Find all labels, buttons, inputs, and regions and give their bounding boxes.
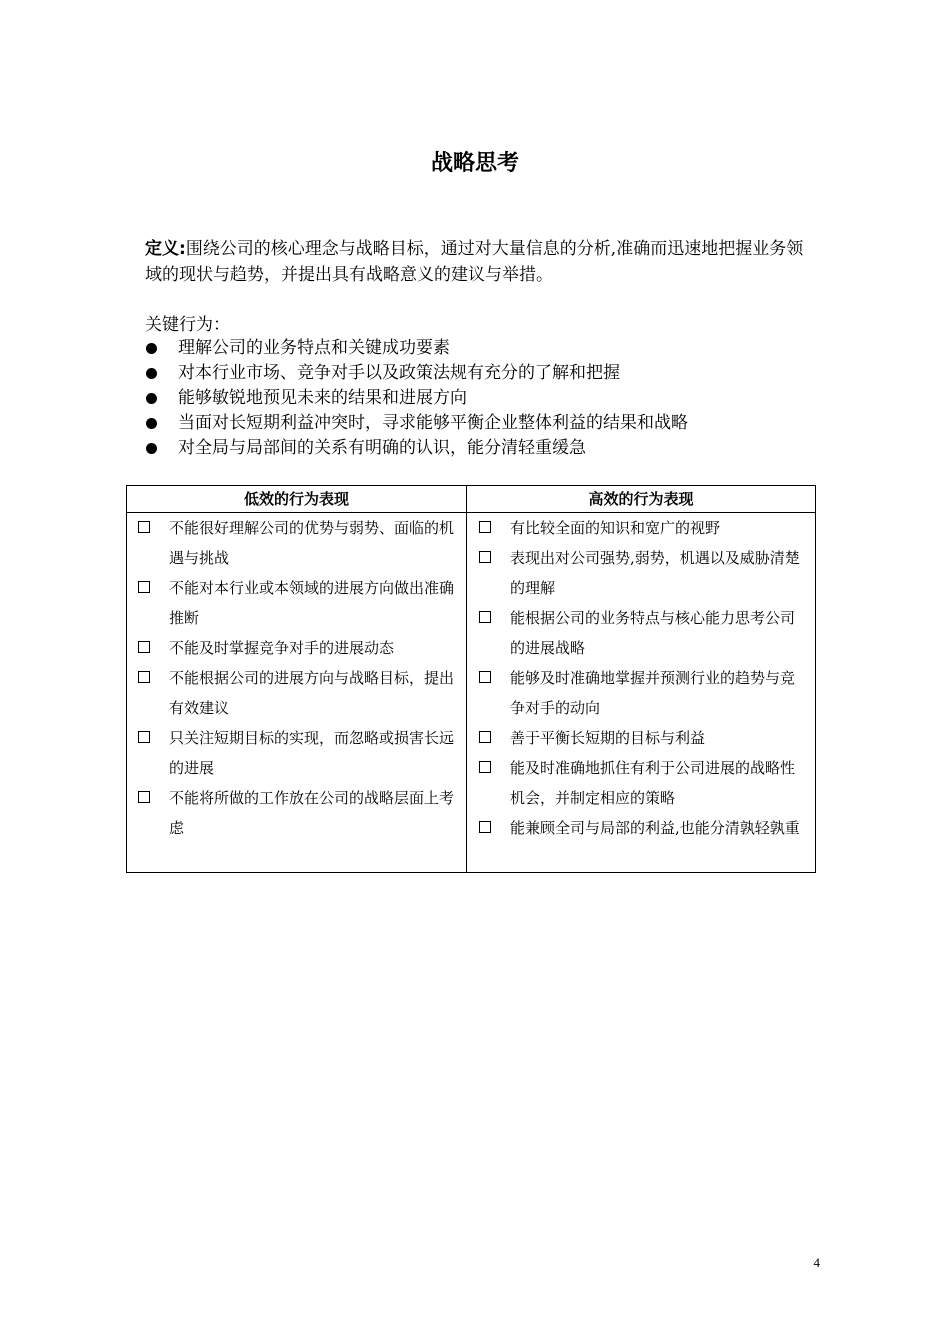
- list-item-text: 能够敏锐地预见未来的结果和进展方向: [178, 388, 467, 408]
- list-item-text: 只关注短期目标的实现，而忽略或损害长远的进展: [169, 729, 455, 777]
- list-item: [145, 336, 825, 361]
- definition-paragraph: [145, 236, 810, 288]
- high-efficiency-header: 高效的行为表现: [467, 486, 815, 513]
- list-item-text: 能及时准确地抓住有利于公司进展的战略性机会，并制定相应的策略: [510, 759, 796, 807]
- bullet-icon: [146, 343, 157, 354]
- list-item: [467, 813, 815, 843]
- list-item-text: 表现出对公司强势,弱势，机遇以及威胁清楚的理解: [510, 549, 800, 597]
- checkbox-icon: [479, 551, 491, 563]
- high-efficiency-column: [467, 486, 815, 872]
- checkbox-icon: [479, 521, 491, 533]
- checkbox-icon: [138, 521, 150, 533]
- list-item: [145, 436, 825, 461]
- list-item: [127, 513, 466, 573]
- list-item-text: 对本行业市场、竞争对手以及政策法规有充分的了解和把握: [178, 363, 620, 383]
- bullet-icon: [146, 443, 157, 454]
- list-item-text: 善于平衡长短期的目标与利益: [510, 729, 706, 747]
- definition-text: 围绕公司的核心理念与战略目标，通过对大量信息的分析,准确而迅速地把握业务领域的现状与趋势，并提出具有战略意义的建议与举措。: [145, 239, 804, 285]
- list-item-text: 当面对长短期利益冲突时，寻求能够平衡企业整体利益的结果和战略: [178, 413, 688, 433]
- checkbox-icon: [479, 761, 491, 773]
- list-item: [127, 663, 466, 723]
- list-item: [145, 361, 825, 386]
- list-item: [467, 513, 815, 543]
- list-item: [127, 783, 466, 843]
- bullet-icon: [146, 418, 157, 429]
- list-item-text: 有比较全面的知识和宽广的视野: [510, 519, 721, 537]
- page-title: 战略思考: [430, 151, 519, 176]
- list-item-text: 不能对本行业或本领域的进展方向做出准确推断: [169, 579, 455, 627]
- checkbox-icon: [479, 821, 491, 833]
- list-item: [127, 573, 466, 633]
- checkbox-icon: [479, 671, 491, 683]
- bullet-icon: [146, 368, 157, 379]
- key-behaviors-title: 关键行为：: [145, 315, 230, 335]
- checkbox-icon: [138, 641, 150, 653]
- checkbox-icon: [138, 581, 150, 593]
- low-efficiency-column: [127, 486, 467, 872]
- list-item-text: 不能根据公司的进展方向与战略目标，提出有效建议: [169, 669, 455, 717]
- list-item-text: 不能及时掌握竞争对手的进展动态: [169, 639, 395, 657]
- list-item-text: 不能很好理解公司的优势与弱势、面临的机遇与挑战: [169, 519, 455, 567]
- key-behaviors-list: [145, 336, 825, 461]
- low-efficiency-list: [127, 513, 466, 843]
- bullet-icon: [146, 393, 157, 404]
- list-item: [467, 603, 815, 663]
- checkbox-icon: [138, 791, 150, 803]
- high-efficiency-list: [467, 513, 815, 843]
- list-item-text: 能够及时准确地掌握并预测行业的趋势与竞争对手的动向: [510, 669, 796, 717]
- list-item: [127, 723, 466, 783]
- list-item: [145, 411, 825, 436]
- page-number: 4: [813, 1255, 820, 1270]
- checkbox-icon: [479, 611, 491, 623]
- checkbox-icon: [479, 731, 491, 743]
- low-efficiency-header: 低效的行为表现: [127, 486, 466, 513]
- definition-label: 定义:: [145, 239, 186, 259]
- list-item: [467, 753, 815, 813]
- checkbox-icon: [138, 731, 150, 743]
- list-item: [467, 543, 815, 603]
- list-item: [467, 663, 815, 723]
- checkbox-icon: [138, 671, 150, 683]
- list-item-text: 对全局与局部间的关系有明确的认识，能分清轻重缓急: [178, 438, 586, 458]
- list-item-text: 不能将所做的工作放在公司的战略层面上考虑: [169, 789, 455, 837]
- list-item-text: 能根据公司的业务特点与核心能力思考公司的进展战略: [510, 609, 796, 657]
- list-item-text: 理解公司的业务特点和关键成功要素: [178, 338, 450, 358]
- list-item: [467, 723, 815, 753]
- list-item: [127, 633, 466, 663]
- behavior-table: [126, 485, 816, 873]
- list-item-text: 能兼顾全司与局部的利益,也能分清孰轻孰重: [510, 819, 800, 837]
- list-item: [145, 386, 825, 411]
